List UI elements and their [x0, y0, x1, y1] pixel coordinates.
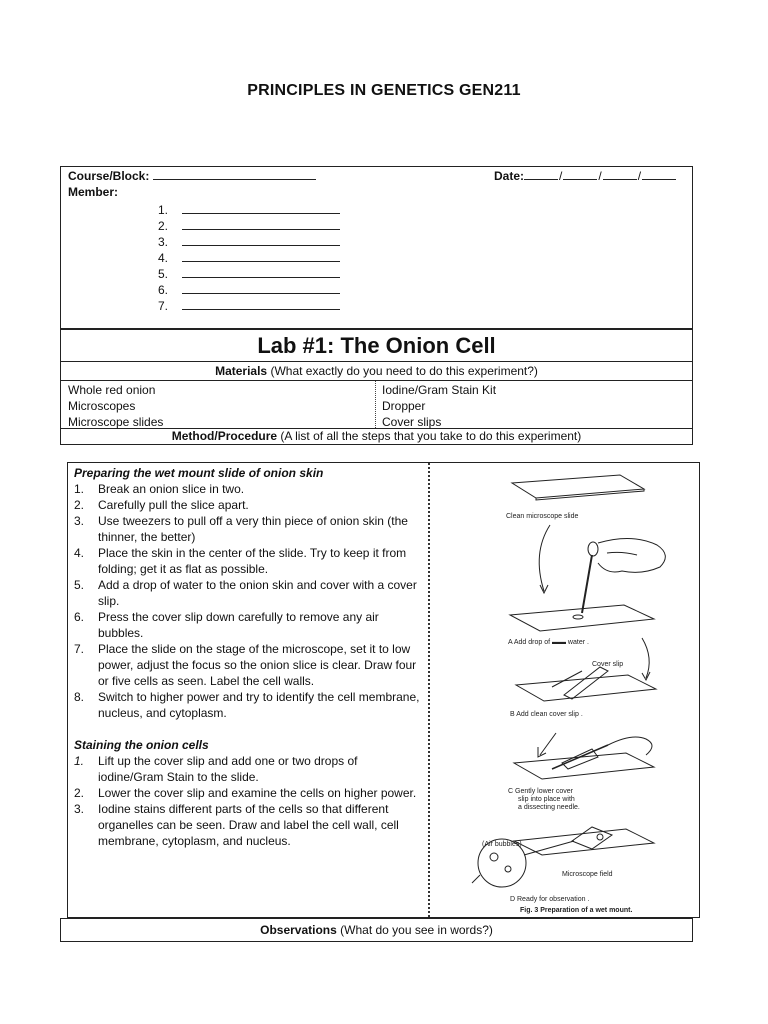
step-item: 4. Place the skin in the center of the slide. Try to keep it from folding; get it as flat as possible.: [74, 546, 407, 576]
step-item: 5. Add a drop of water to the onion skin and cover with a cover slip.: [74, 578, 417, 608]
step-item: 3. Iodine stains different parts of the cells so that different organelles can be seen. Draw and label the cell wall, cell membrane, cytoplasm, and nucleus.: [74, 802, 399, 848]
member-blank[interactable]: [182, 266, 340, 278]
date-blank-1[interactable]: [524, 169, 558, 180]
observations-header: Observations (What do you see in words?): [60, 918, 693, 942]
figure-caption: Fig. 3 Preparation of a wet mount.: [520, 907, 633, 914]
arrow-icon: [539, 525, 550, 591]
member-row: 7.: [158, 298, 340, 314]
method-header: Method/Procedure (A list of all the steps that you take to do this experiment): [171, 429, 582, 443]
step-item: 7. Place the slide on the stage of the microscope, set it to low power, adjust the focus so the onion slice is clear. Draw four or five cells as seen. Label the cell walls.: [74, 642, 417, 688]
wet-mount-steps: [74, 481, 422, 721]
materials-left-column: [61, 381, 376, 428]
slide-icon: [512, 475, 644, 498]
member-row: 2.: [158, 218, 340, 234]
course-block-field: [68, 169, 316, 183]
member-row: 1.: [158, 202, 340, 218]
member-row: 6.: [158, 282, 340, 298]
step-item: 8. Switch to higher power and try to identify the cell membrane, nucleus, and cytoplasm.: [74, 690, 420, 720]
procedure-steps: [68, 463, 430, 917]
date-field: Date: / / /: [494, 169, 676, 183]
material-item: Microscopes: [68, 399, 136, 413]
step-a-caption: A Add drop of ▬▬ water .: [508, 639, 589, 646]
course-block-label: Course/Block:: [68, 169, 150, 183]
materials-grid: [61, 381, 692, 429]
date-blank-3[interactable]: [603, 169, 637, 180]
step-c-caption-3: a dissecting needle.: [518, 804, 580, 811]
member-blank[interactable]: [182, 282, 340, 294]
section-heading: Preparing the wet mount slide of onion skin: [74, 466, 324, 480]
microscope-field-caption: Microscope field: [562, 871, 613, 878]
slide-icon: [514, 753, 654, 779]
material-item: Iodine/Gram Stain Kit: [382, 383, 497, 397]
procedure-box: [67, 462, 700, 918]
lab-title: Lab #1: The Onion Cell: [61, 330, 692, 362]
materials-header: Materials (What exactly do you need to do this experiment?): [61, 362, 692, 381]
page-title: PRINCIPLES IN GENETICS GEN211: [247, 82, 521, 99]
step-d-caption: D Ready for observation .: [510, 896, 590, 903]
date-blank-4[interactable]: [642, 169, 676, 180]
step-item: 3. Use tweezers to pull off a very thin piece of onion skin (the thinner, the better): [74, 514, 408, 544]
member-blank[interactable]: [182, 298, 340, 310]
member-blank[interactable]: [182, 218, 340, 230]
step-c-caption-2: slip into place with: [518, 796, 575, 803]
materials-right-column: [376, 381, 692, 428]
member-blank[interactable]: [182, 202, 340, 214]
step-item: 1. Lift up the cover slip and add one or two drops of iodine/Gram Stain to the slide.: [74, 754, 358, 784]
material-item: Microscope slides: [68, 415, 164, 429]
member-row: 3.: [158, 234, 340, 250]
member-blank[interactable]: [182, 234, 340, 246]
wet-mount-figure: [432, 463, 699, 917]
step-item: 2. Carefully pull the slice apart.: [74, 498, 249, 512]
staining-steps: [74, 753, 422, 849]
clean-slide-caption: Clean microscope slide: [506, 513, 579, 520]
step-item: 6. Press the cover slip down carefully to remove any air bubbles.: [74, 610, 379, 640]
material-item: Whole red onion: [68, 383, 156, 397]
date-label: Date:: [494, 169, 525, 183]
member-list: [158, 202, 340, 314]
lab-box: [60, 329, 693, 445]
wet-mount-illustration: [432, 463, 699, 917]
section-heading: Staining the onion cells: [74, 738, 209, 752]
date-blank-2[interactable]: [563, 169, 597, 180]
step-c-caption: C Gently lower cover: [508, 788, 573, 795]
material-item: Dropper: [382, 399, 426, 413]
student-info-box: [60, 166, 693, 329]
member-row: 4.: [158, 250, 340, 266]
step-item: 1. Break an onion slice in two.: [74, 482, 245, 496]
step-b-caption: B Add clean cover slip .: [510, 711, 583, 718]
step-item: 2. Lower the cover slip and examine the cells on higher power.: [74, 786, 417, 800]
air-bubbles-caption: (Air bubbles): [482, 841, 522, 848]
member-label: Member:: [68, 185, 119, 199]
member-row: 5.: [158, 266, 340, 282]
cover-slip-caption: Cover slip: [592, 661, 624, 668]
member-blank[interactable]: [182, 250, 340, 262]
material-item: Cover slips: [382, 415, 442, 429]
course-block-blank[interactable]: [153, 169, 316, 180]
